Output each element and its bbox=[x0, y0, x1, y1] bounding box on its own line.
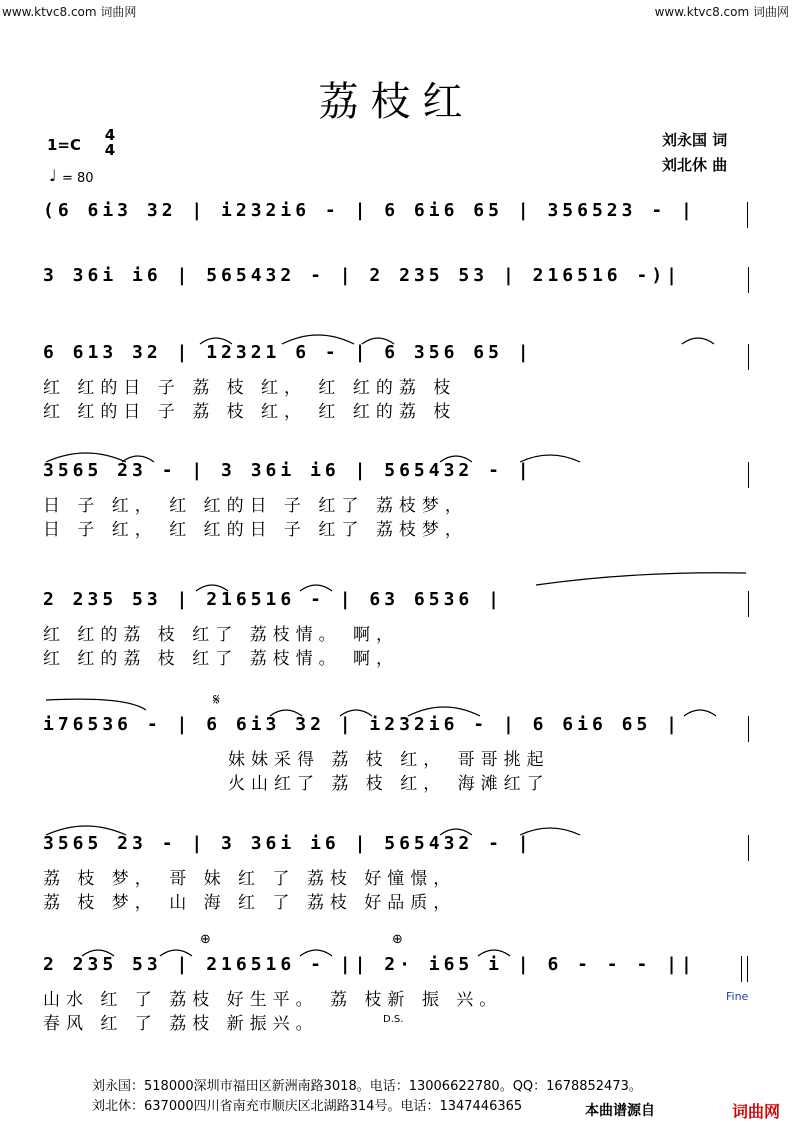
slur bbox=[282, 335, 354, 344]
ds-marking: D.S. bbox=[383, 1014, 404, 1025]
fine-marking: Fine bbox=[726, 990, 749, 1003]
time-bottom: 4 bbox=[104, 141, 116, 159]
slur bbox=[478, 950, 510, 956]
slur bbox=[682, 338, 714, 344]
slur bbox=[520, 828, 580, 835]
lyrics-verse-2: 日 子 红， 红 红的日 子 红了 荔枝梦， bbox=[43, 520, 468, 540]
slur bbox=[46, 826, 126, 835]
slur bbox=[46, 453, 126, 462]
slur bbox=[82, 950, 114, 956]
lyrics-verse-2: 春风 红 了 荔枝 新振兴。 bbox=[43, 1014, 319, 1034]
brand-logo-text: 词曲网 bbox=[732, 1099, 780, 1122]
slur bbox=[300, 585, 332, 591]
lyrics-verse-1: 红 红的荔 枝 红了 荔枝情。 啊， bbox=[43, 625, 400, 645]
slur bbox=[684, 710, 716, 716]
key-signature: 1=C bbox=[47, 136, 82, 154]
slur bbox=[160, 950, 192, 956]
lyrics-verse-2: 荔 枝 梦， 山 海 红 了 荔枝 好品质， bbox=[43, 893, 457, 913]
tempo-marking: = 80 bbox=[62, 171, 94, 186]
lyrics-verse-2: 红 红的日 子 荔 枝 红， 红 红的荔 枝 bbox=[43, 402, 457, 422]
song-title: 荔枝红 bbox=[318, 79, 475, 125]
source-note: 本曲谱源自 bbox=[585, 1103, 655, 1119]
footer-contact-composer: 刘北休：637000四川省南充市顺庆区北湖路314号。电话：1347446365 bbox=[92, 1099, 523, 1114]
quarter-note-icon: ♩ bbox=[49, 166, 57, 185]
lyrics-verse-1: 山水 红 了 荔枝 好生平。 荔 枝新 振 兴。 bbox=[43, 990, 503, 1010]
slur bbox=[520, 455, 580, 462]
composer-credit: 刘北休 曲 bbox=[662, 156, 728, 174]
watermark-left: www.ktvc8.com 词曲网 bbox=[2, 5, 137, 19]
slur bbox=[536, 573, 746, 585]
slur bbox=[440, 829, 472, 835]
slur bbox=[362, 338, 394, 344]
slur bbox=[122, 456, 154, 462]
coda-icon: ⊕ bbox=[200, 932, 211, 947]
lyrics-verse-1: 红 红的日 子 荔 枝 红， 红 红的荔 枝 bbox=[43, 378, 457, 398]
lyricist-credit: 刘永国 词 bbox=[662, 131, 728, 149]
slur bbox=[440, 456, 472, 462]
lyrics-verse-1: 妹妹采得 荔 枝 红， 哥哥挑起 bbox=[228, 750, 550, 770]
notes-line-6: i76536 - | 6 6i3 32 | i232i6 - | 6 6i6 65 | bbox=[43, 714, 681, 735]
slur bbox=[340, 710, 372, 716]
notes-line-1: (6 6i3 32 | i232i6 - | 6 6i6 65 | 356523 - | bbox=[43, 200, 696, 221]
notes-line-2: 3 36i i6 | 565432 - | 2 235 53 | 216516 -)| bbox=[43, 265, 681, 286]
slur bbox=[200, 338, 232, 344]
notes-line-8: 2 235 53 | 216516 - || 2· i65 i | 6 - - - || bbox=[43, 954, 696, 975]
slur bbox=[196, 585, 228, 591]
segno-icon: 𝄋 bbox=[213, 690, 220, 709]
notes-line-5: 2 235 53 | 216516 - | 63 6536 | bbox=[43, 589, 503, 610]
slur bbox=[46, 699, 146, 710]
lyrics-verse-2: 火山红了 荔 枝 红， 海滩红了 bbox=[228, 774, 550, 794]
lyrics-verse-2: 红 红的荔 枝 红了 荔枝情。 啊， bbox=[43, 649, 400, 669]
lyrics-verse-1: 日 子 红， 红 红的日 子 红了 荔枝梦， bbox=[43, 496, 468, 516]
notes-line-3: 6 613 32 | 12321 6 - | 6 356 65 | bbox=[43, 342, 533, 363]
watermark-right: www.ktvc8.com 词曲网 bbox=[654, 5, 789, 19]
lyrics-verse-1: 荔 枝 梦， 哥 妹 红 了 荔枝 好憧憬， bbox=[43, 869, 457, 889]
slur bbox=[300, 950, 332, 956]
footer-contact-lyricist: 刘永国：518000深圳市福田区新洲南路3018。电话：13006622780。QQ：1678852473。 bbox=[92, 1079, 642, 1094]
time-top: 4 bbox=[104, 126, 116, 144]
notes-line-7: 3565 23 - | 3 36i i6 | 565432 - | bbox=[43, 833, 533, 854]
slur bbox=[270, 710, 302, 716]
coda-icon: ⊕ bbox=[392, 932, 403, 947]
slur bbox=[408, 707, 480, 716]
notes-line-4: 3565 23 - | 3 36i i6 | 565432 - | bbox=[43, 460, 533, 481]
